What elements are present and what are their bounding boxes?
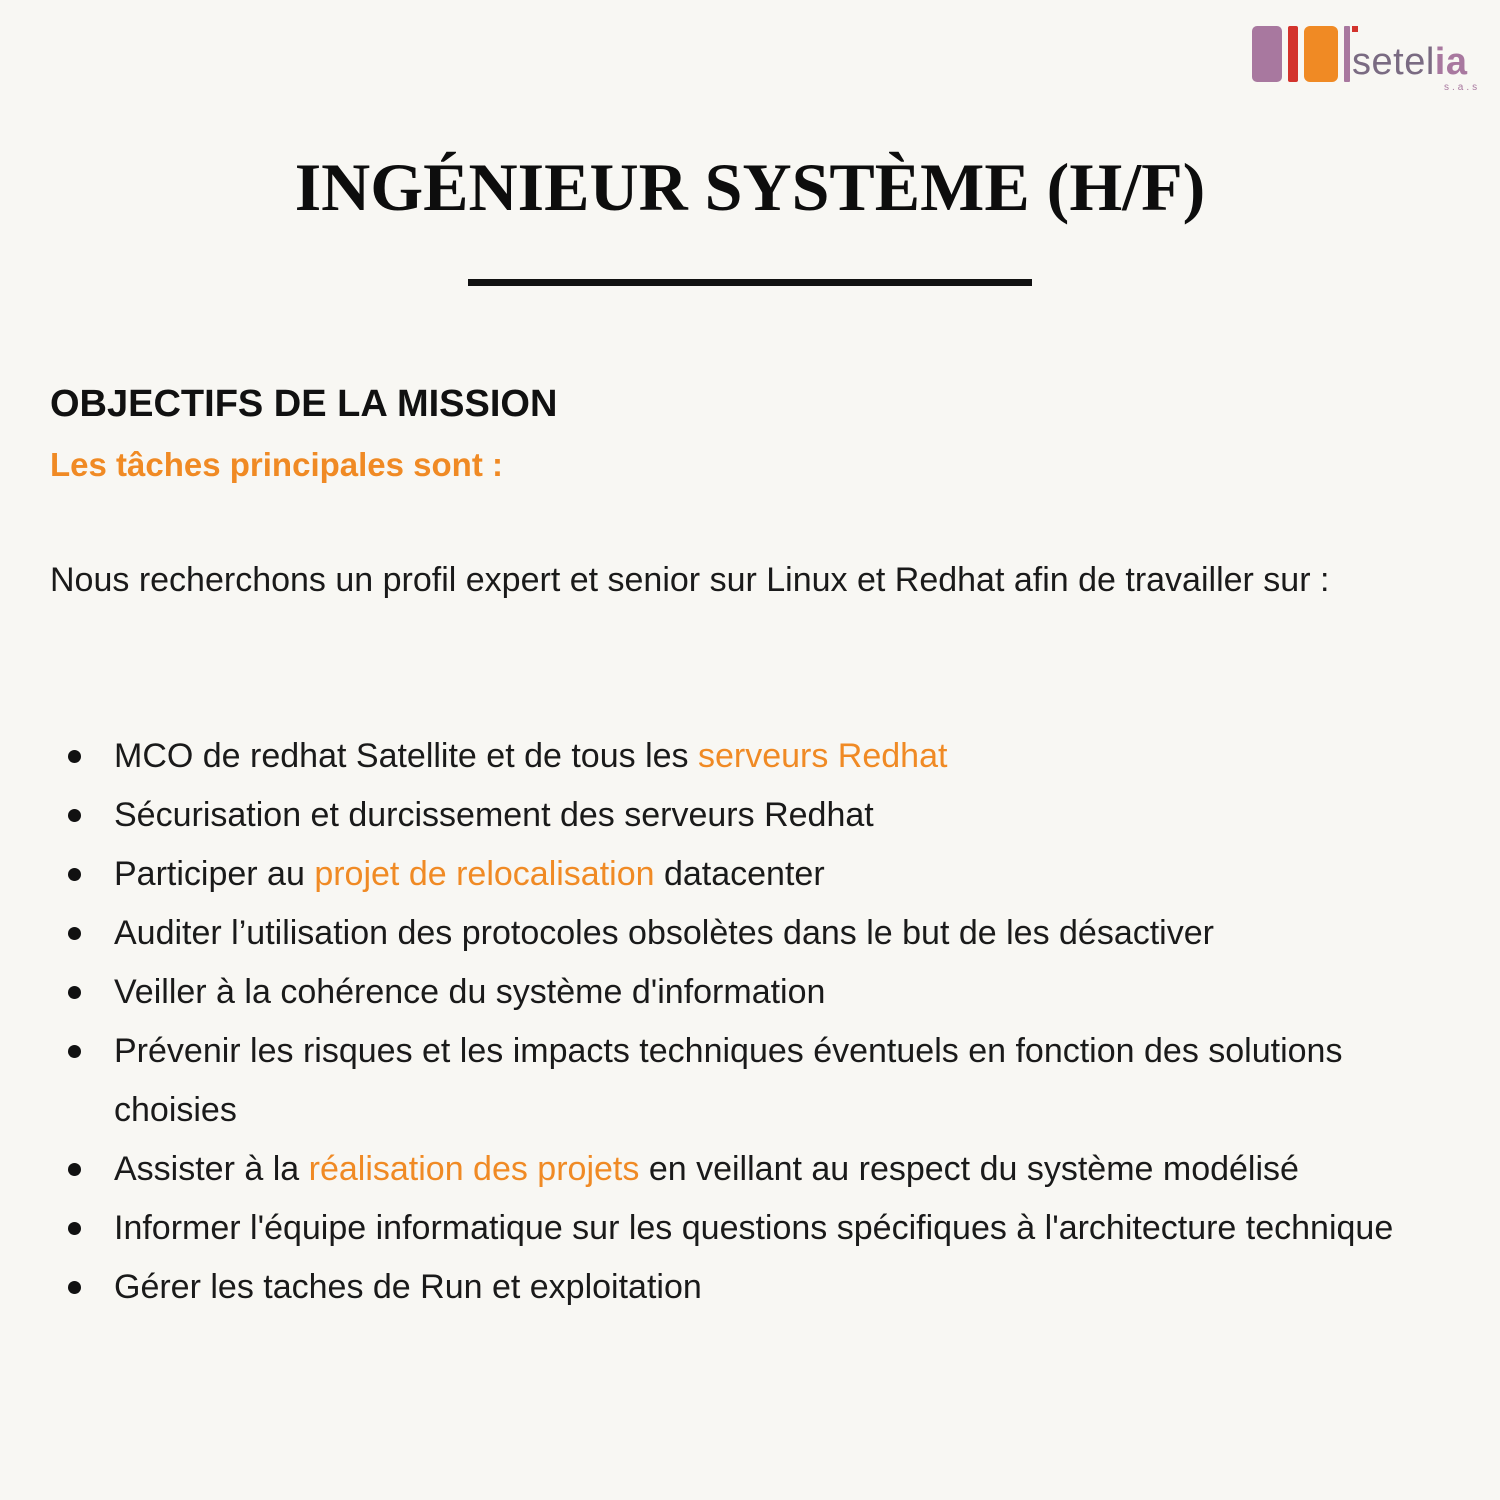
logo-word-main: setel [1352,41,1435,83]
task-highlight: projet de relocalisation [314,855,655,893]
logo-bar-red [1288,26,1298,82]
task-item [50,1258,1450,1317]
task-highlight: serveurs Redhat [697,737,948,775]
task-text: Auditer l’utilisation des protocoles obsolètes dans le but de les désactiver [114,914,1214,952]
task-text: Prévenir les risques et les impacts techniques éventuels en fonction des solutions choisies [114,1032,1343,1129]
logo-bar-purple [1252,26,1282,82]
task-text: Informer l'équipe informatique sur les questions spécifiques à l'architecture technique [114,1209,1394,1247]
task-highlight: réalisation des projets [308,1150,640,1188]
title-divider [468,279,1032,286]
bullet-icon [68,1281,81,1294]
logo-wordmark [1352,40,1467,84]
bullet-icon [68,750,81,763]
bullet-icon [68,1163,81,1176]
logo-bar-thin [1344,26,1350,82]
task-text: Participer au [114,855,315,893]
task-text: Assister à la [114,1150,309,1188]
task-item [50,904,1450,963]
logo-bar-orange [1304,26,1338,82]
bullet-icon [68,1222,81,1235]
logo-word-accent: ia [1434,41,1468,83]
task-text: Gérer les taches de Run et exploitation [114,1268,702,1306]
task-list [50,727,1450,1317]
task-text-after: datacenter [654,855,825,893]
task-item [50,1022,1450,1140]
setelia-logo [1252,24,1492,100]
bullet-icon [68,809,81,822]
section-heading: OBJECTIFS DE LA MISSION [50,383,558,425]
task-text-after: en veillant au respect du système modélisé [639,1150,1299,1188]
intro-paragraph: Nous recherchons un profil expert et senior sur Linux et Redhat afin de travailler sur : [50,561,1330,599]
bullet-icon [68,868,81,881]
task-item [50,963,1450,1022]
task-text: Sécurisation et durcissement des serveurs Redhat [114,796,874,834]
page-title: INGÉNIEUR SYSTÈME (H/F) [294,149,1206,225]
logo-dot [1352,26,1358,32]
logo-subtitle: s.a.s [1444,82,1481,93]
task-item [50,1199,1450,1258]
task-item [50,786,1450,845]
bullet-icon [68,927,81,940]
task-item [50,845,1450,904]
bullet-icon [68,1045,81,1058]
bullet-icon [68,986,81,999]
task-item [50,727,1450,786]
task-item [50,1140,1450,1199]
task-text: MCO de redhat Satellite et de tous les [114,737,698,775]
section-subheading: Les tâches principales sont : [50,446,503,483]
task-text: Veiller à la cohérence du système d'information [114,973,826,1011]
